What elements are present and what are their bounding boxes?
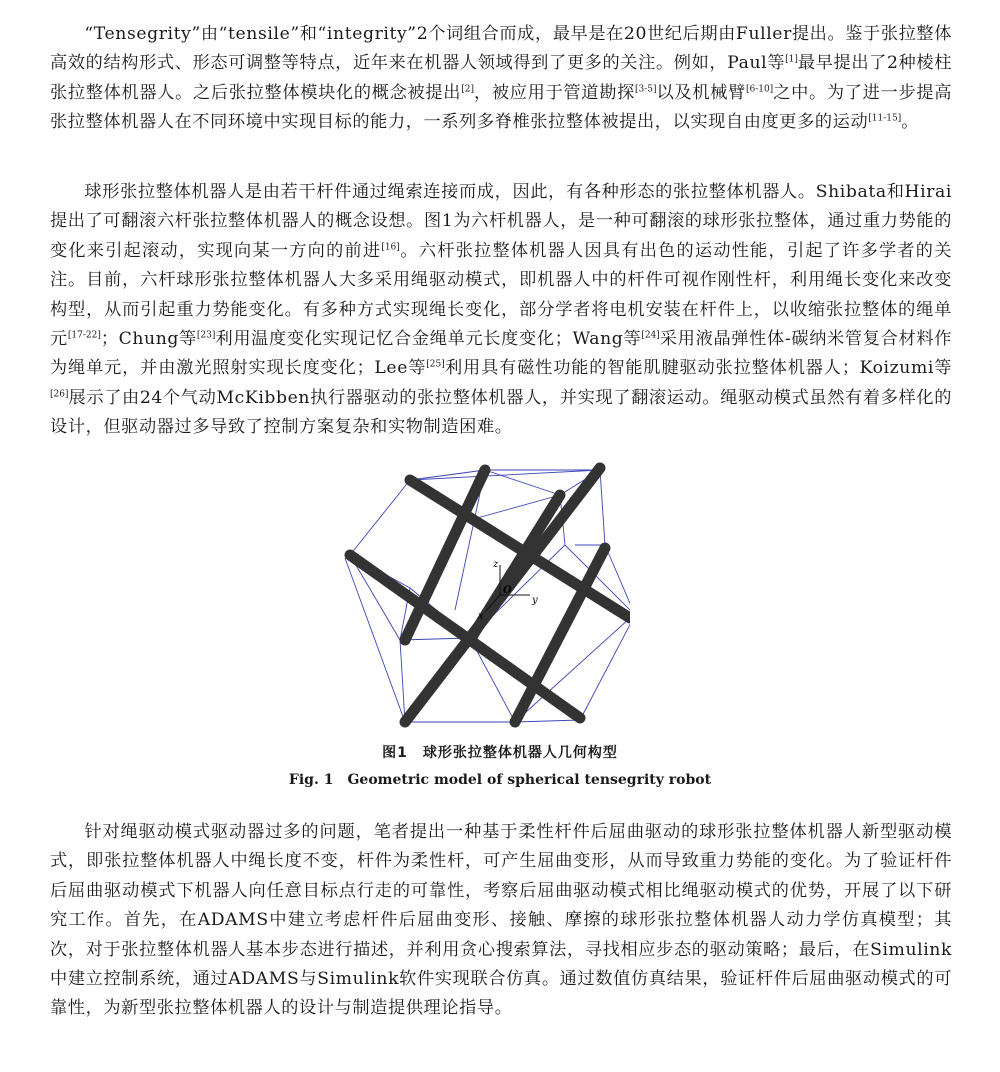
citation: [16] [381, 242, 400, 253]
citation: [26] [50, 389, 69, 400]
cable [515, 720, 580, 722]
paragraph-intro: “Tensegrity”由“tensile”和“integrity”2个词组合而成，最早是在20世纪后期由Fuller提出。鉴于张拉整体高效的结构形式、形态可调整等特点，近年来在机器人领域得到了更多的关注。例如，Paul等[1]最早提出了2种棱柱张拉整体机器人。之后张拉整体模块化的概念被提出[2]，被应用于管道勘探[3-5]以及机械臂[6-10]之中。为了进一步提高张拉整体机器人在不同环境中实现目标的能力，一系列多脊椎张拉整体被提出，以实现自由度更多的运动[11-15]。 [50, 24, 952, 133]
cable [600, 470, 605, 545]
citation: [2] [461, 84, 474, 95]
citation: [25] [426, 359, 445, 370]
tensegrity-robot-figure [330, 460, 630, 740]
citation: [11-15] [868, 113, 902, 124]
z-axis-label: z [493, 559, 499, 570]
citation: [17-22] [67, 330, 101, 341]
y-axis-label: y [532, 595, 538, 606]
cable [410, 470, 600, 480]
cable [410, 470, 485, 480]
cable [350, 480, 410, 555]
paragraph-method: 针对绳驱动模式驱动器过多的问题，笔者提出一种基于柔性杆件后屈曲驱动的球形张拉整体机器人新型驱动模式，即张拉整体机器人中绳长度不变，杆件为柔性杆，可产生屈曲变形，从而导致重力势能的变化。为了验证杆件后屈曲驱动模式下机器人向任意目标点行走的可靠性，考察后屈曲驱动模式相比绳驱动模式的优势，开展了以下研究工作。首先，在ADAMS中建立考虑杆件后屈曲变形、接触、摩擦的球形张拉整体机器人动力学仿真模型；其次，对于张拉整体机器人基本步态进行描述，并利用贪心搜索算法，寻找相应步态的驱动策略；最后，在Simulink中建立控制系统，通过ADAMS与Simulink软件实现联合仿真。通过数值仿真结果，验证杆件后屈曲驱动模式的可靠性，为新型张拉整体机器人的设计与制造提供理论指导。 [50, 822, 952, 1019]
citation: [24] [641, 330, 660, 341]
x-axis-label: x [478, 611, 484, 622]
figure-caption-chinese: 图1 球形张拉整体机器人几何构型 [382, 745, 618, 761]
figure-caption-english: Fig. 1 Geometric model of spherical tensegrity robot [288, 772, 712, 788]
citation: [6-10] [745, 84, 774, 95]
paragraph-background: 球形张拉整体机器人是由若干杆件通过绳索连接而成，因此，有各种形态的张拉整体机器人。Shibata和Hirai提出了可翻滚六杆张拉整体机器人的概念设想。图1为六杆机器人，是一种可翻滚的球形张拉整体，通过重力势能的变化来引起滚动，实现向某一方向的前进[16]。六杆张拉整体机器人因具有出色的运动性能，引起了许多学者的关注。目前，六杆球形张拉整体机器人大多采用绳驱动模式，即机器人中的杆件可视作刚性杆，利用绳长变化来改变构型，从而引起重力势能变化。有多种方式实现绳长变化，部分学者将电机安装在杆件上，以收缩张拉整体的绳单元[17-22]；Chung等[23]利用温度变化实现记忆合金绳单元长度变化；Wang等[24]采用液晶弹性体-碳纳米管复合材料作为绳单元，并由激光照射实现长度变化；Lee等[25]利用具有磁性功能的智能肌腱驱动张拉整体机器人；Koizumi等[26]展示了由24个气动McKibben执行器驱动的张拉整体机器人，并实现了翻滚运动。绳驱动模式虽然有着多样化的设计，但驱动器过多导致了控制方案复杂和实物制造困难。 [50, 182, 952, 438]
cable [580, 615, 630, 720]
origin-label: O [503, 585, 512, 596]
citation: [1] [785, 54, 798, 65]
citation: [23] [196, 330, 216, 341]
citation: [3-5] [634, 84, 657, 95]
